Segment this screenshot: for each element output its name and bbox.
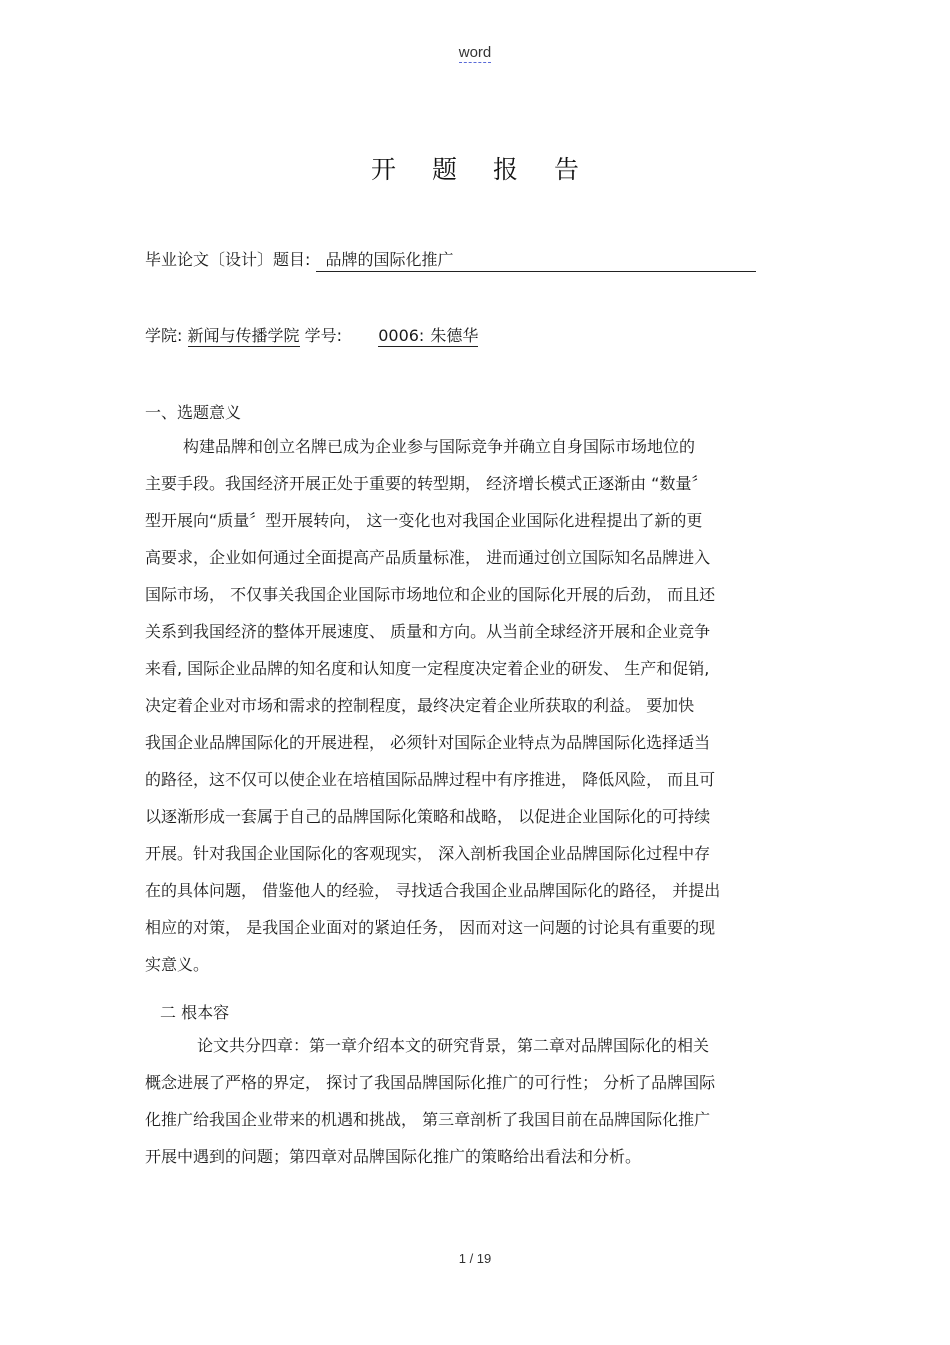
school-label: 学院: (145, 326, 183, 345)
paragraph-line: 国际市场， 不仅事关我国企业国际市场地位和企业的国际化开展的后劲， 而且还 (145, 585, 716, 604)
student-id-label: 学号: (304, 326, 343, 345)
paragraph-line: 论文共分四章：第一章介绍本文的研究背景，第二章对品牌国际化的相关 (197, 1036, 710, 1055)
topic-value: 品牌的国际化推广 (316, 249, 756, 272)
paragraph-line: 以逐渐形成一套属于自己的品牌国际化策略和战略， 以促进企业国际化的可持续 (145, 807, 711, 826)
paragraph-line: 高要求，企业如何通过全面提高产品质量标准， 进而通过创立国际知名品牌进入 (145, 548, 711, 567)
paragraph-line: 在的具体问题， 借鉴他人的经验， 寻找适合我国企业品牌国际化的路径， 并提出 (145, 881, 721, 900)
header-text: word (458, 44, 492, 61)
paragraph-line: 构建品牌和创立名牌已成为企业参与国际竞争并确立自身国际市场地位的 (183, 437, 696, 456)
section1-body (145, 428, 805, 983)
topic-label: 毕业论文〔设计〕题目: (145, 250, 311, 269)
paragraph-line: 来看, 国际企业品牌的知名度和认知度一定程度决定着企业的研发、 生产和促销, (145, 659, 710, 678)
paragraph-line: 决定着企业对市场和需求的控制程度，最终决定着企业所获取的利益。 要加快 (145, 696, 695, 715)
paragraph-line: 的路径，这不仅可以使企业在培植国际品牌过程中有序推进， 降低风险， 而且可 (145, 770, 716, 789)
paragraph-line: 开展。针对我国企业国际化的客观现实， 深入剖析我国企业品牌国际化过程中存 (145, 844, 711, 863)
page-number: 1 / 19 (458, 1251, 492, 1266)
page-title: 开题报告 (370, 155, 615, 184)
paragraph-line: 化推广给我国企业带来的机遇和挑战， 第三章剖析了我国目前在品牌国际化推广 (145, 1110, 711, 1129)
student-id-value: 0006: 朱德华 (378, 326, 479, 345)
section2-body (145, 1027, 805, 1175)
school-value: 新闻与传播学院 (187, 326, 300, 345)
paragraph-line: 开展中遇到的问题；第四章对品牌国际化推广的策略给出看法和分析。 (145, 1147, 642, 1166)
paragraph-line: 型开展向“质量〞型开展转向， 这一变化也对我国企业国际化进程提出了新的更 (145, 511, 703, 530)
paragraph-line: 实意义。 (145, 955, 210, 974)
paragraph-line: 概念进展了严格的界定， 探讨了我国品牌国际化推广的可行性； 分析了品牌国际 (145, 1073, 716, 1092)
paragraph-line: 相应的对策， 是我国企业面对的紧迫任务， 因而对这一问题的讨论具有重要的现 (145, 918, 716, 937)
paragraph-line: 关系到我国经济的整体开展速度、 质量和方向。从当前全球经济开展和企业竞争 (145, 622, 711, 641)
section1-heading: 一、选题意义 (145, 403, 242, 422)
page-header (0, 44, 950, 61)
info-row (145, 325, 478, 347)
paragraph-line: 主要手段。我国经济开展正处于重要的转型期， 经济增长模式正逐渐由 “数量〞 (145, 474, 708, 493)
topic-row (145, 249, 756, 272)
section2-heading: 二 根本容 (160, 1003, 230, 1022)
paragraph-line: 我国企业品牌国际化的开展进程， 必须针对国际企业特点为品牌国际化选择适当 (145, 733, 711, 752)
